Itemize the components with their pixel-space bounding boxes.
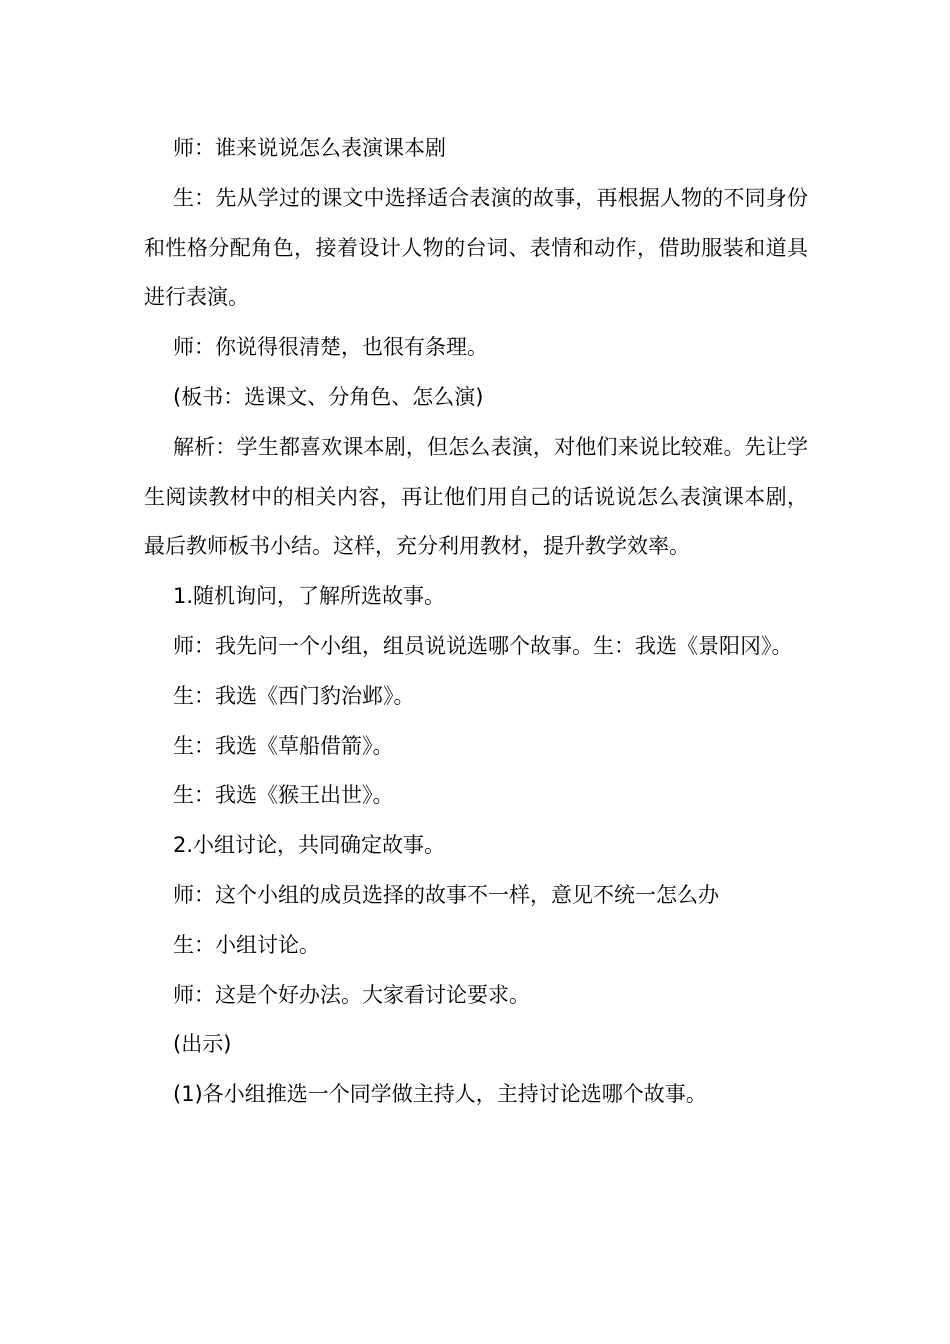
paragraph: 师：我先问一个小组，组员说说选哪个故事。生：我选《景阳冈》。 [173,633,793,658]
paragraph: 2.小组讨论，共同确定故事。 [173,833,446,858]
paragraph: 师：这个小组的成员选择的故事不一样，意见不统一怎么办 [173,882,719,907]
paragraph: 师：谁来说说怎么表演课本剧 [173,136,446,160]
paragraph: 生：小组讨论。 [173,932,320,957]
paragraph: (出示) [173,1032,232,1057]
paragraph: 生：先从学过的课文中选择适合表演的故事，再根据人物的不同身份和性格分配角色，接着设计人物的台词、表情和动作，借助服装和道具进行表演。 [144,185,808,310]
paragraph: 生：我选《猴王出世》。 [173,783,394,808]
paragraph: 师：你说得很清楚，也很有条理。 [173,335,488,360]
paragraph: 师：这是个好办法。大家看讨论要求。 [173,982,530,1007]
paragraph: 1.随机询问，了解所选故事。 [173,584,446,609]
document-body [144,124,808,1120]
paragraph: (1)各小组推选一个同学做主持人，主持讨论选哪个故事。 [173,1082,707,1107]
paragraph: 生：我选《西门豹治邺》。 [173,683,415,708]
paragraph: (板书：选课文、分角色、怎么演) [173,384,484,409]
paragraph: 生：我选《草船借箭》。 [173,733,394,758]
paragraph: 解析：学生都喜欢课本剧，但怎么表演，对他们来说比较难。先让学生阅读教材中的相关内容，再让他们用自己的话说说怎么表演课本剧，最后教师板书小结。这样，充分利用教材，提升教学效率。 [144,434,808,559]
